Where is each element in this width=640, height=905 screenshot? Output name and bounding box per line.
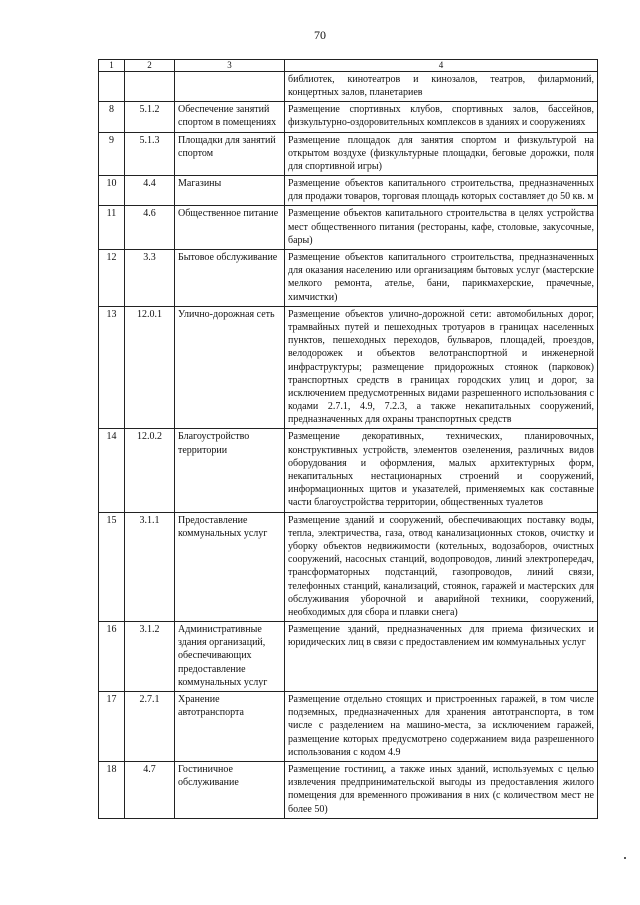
scan-speck bbox=[624, 857, 626, 859]
table-row bbox=[99, 306, 598, 429]
use-name: Предоставление коммунальных услуг bbox=[175, 512, 285, 622]
use-name: Административные здания организаций, обеспечивающих предоставление коммунальных услуг bbox=[175, 622, 285, 692]
table-row bbox=[99, 71, 598, 101]
table-row bbox=[99, 102, 598, 132]
use-description: Размещение объектов улично-дорожной сети: автомобильных дорог, трамвайных путей и пешеходных тротуаров в границах населенных пунктов, пешеходных переходов, бульваров, площадей, проездов, велодорожек и объектов велотранспортной и инженерной инфраструктуры; размещение придорожных стоянок (парковок) транспортных средств в границах городских улиц и дорог, за исключением предусмотренных видами разрешенного использования с кодами 2.7.1, 4.9, 7.2.3, а также некапитальных сооружений, предназначенных для охраны транспортных средств bbox=[285, 306, 598, 429]
table-row bbox=[99, 761, 598, 818]
use-code: 3.1.2 bbox=[125, 622, 175, 692]
row-number: 11 bbox=[99, 206, 125, 250]
page-number: 70 bbox=[314, 28, 326, 42]
row-number: 13 bbox=[99, 306, 125, 429]
use-name: Общественное питание bbox=[175, 206, 285, 250]
use-name bbox=[175, 71, 285, 101]
table-row bbox=[99, 132, 598, 176]
use-description: Размещение объектов капитального строительства, предназначенных для продажи товаров, торговая площадь которых составляет до 50 кв. м bbox=[285, 176, 598, 206]
table-row bbox=[99, 250, 598, 307]
use-description: Размещение отдельно стоящих и пристроенных гаражей, в том числе подземных, предназначенных для хранения автотранспорта, в том числе с разделением на машино-места, за исключением гаражей, размещение которых предусмотрено содержанием вида разрешенного использования с кодом 4.9 bbox=[285, 692, 598, 762]
column-header: 3 bbox=[175, 60, 285, 72]
table-row bbox=[99, 622, 598, 692]
table-row bbox=[99, 512, 598, 622]
row-number: 18 bbox=[99, 761, 125, 818]
use-description: Размещение декоративных, технических, планировочных, конструктивных устройств, элементов озеленения, различных видов оборудования и оформления, малых архитектурных форм, некапитальных нестационарных строений и сооружений, информационных щитов и указателей, применяемых как составные части благоустройства территории, общественных туалетов bbox=[285, 429, 598, 512]
row-number: 14 bbox=[99, 429, 125, 512]
row-number: 16 bbox=[99, 622, 125, 692]
use-name: Обеспечение занятий спортом в помещениях bbox=[175, 102, 285, 132]
use-code: 4.6 bbox=[125, 206, 175, 250]
table-row bbox=[99, 176, 598, 206]
use-name: Улично-дорожная сеть bbox=[175, 306, 285, 429]
use-name: Площадки для занятий спортом bbox=[175, 132, 285, 176]
use-code: 3.1.1 bbox=[125, 512, 175, 622]
use-code: 12.0.1 bbox=[125, 306, 175, 429]
row-number: 9 bbox=[99, 132, 125, 176]
row-number: 8 bbox=[99, 102, 125, 132]
use-description: Размещение гостиниц, а также иных зданий, используемых с целью извлечения предпринимательской выгоды из предоставления жилого помещения для временного проживания в них (с количеством мест не более 50) bbox=[285, 761, 598, 818]
use-name: Бытовое обслуживание bbox=[175, 250, 285, 307]
row-number: 17 bbox=[99, 692, 125, 762]
land-use-table bbox=[98, 59, 598, 819]
use-name: Магазины bbox=[175, 176, 285, 206]
use-code: 5.1.2 bbox=[125, 102, 175, 132]
use-description: Размещение спортивных клубов, спортивных залов, бассейнов, физкультурно-оздоровительных комплексов в зданиях и сооружениях bbox=[285, 102, 598, 132]
use-name: Хранение автотранспорта bbox=[175, 692, 285, 762]
column-header: 4 bbox=[285, 60, 598, 72]
table-row bbox=[99, 206, 598, 250]
use-code bbox=[125, 71, 175, 101]
use-name: Гостиничное обслуживание bbox=[175, 761, 285, 818]
use-code: 2.7.1 bbox=[125, 692, 175, 762]
use-code: 4.7 bbox=[125, 761, 175, 818]
table-row bbox=[99, 429, 598, 512]
row-number: 15 bbox=[99, 512, 125, 622]
use-description: библиотек, кинотеатров и кинозалов, театров, филармоний, концертных залов, планетариев bbox=[285, 71, 598, 101]
use-code: 3.3 bbox=[125, 250, 175, 307]
use-description: Размещение площадок для занятия спортом и физкультурой на открытом воздухе (физкультурные площадки, беговые дорожки, поля для спортивной игры) bbox=[285, 132, 598, 176]
use-code: 4.4 bbox=[125, 176, 175, 206]
column-header: 2 bbox=[125, 60, 175, 72]
row-number bbox=[99, 71, 125, 101]
table-row bbox=[99, 692, 598, 762]
use-code: 12.0.2 bbox=[125, 429, 175, 512]
use-description: Размещение объектов капитального строительства, предназначенных для оказания населению или организациям бытовых услуг (мастерские мелкого ремонта, ателье, бани, парикмахерские, прачечные, химчистки) bbox=[285, 250, 598, 307]
use-description: Размещение зданий, предназначенных для приема физических и юридических лиц в связи с предоставлением им коммунальных услуг bbox=[285, 622, 598, 692]
row-number: 12 bbox=[99, 250, 125, 307]
table-header-row bbox=[99, 60, 598, 72]
use-code: 5.1.3 bbox=[125, 132, 175, 176]
use-name: Благоустройство территории bbox=[175, 429, 285, 512]
use-description: Размещение зданий и сооружений, обеспечивающих поставку воды, тепла, электричества, газа, отвод канализационных стоков, очистку и уборку объектов недвижимости (котельных, водозаборов, очистных сооружений, насосных станций, водопроводов, линий электропередач, трансформаторных подстанций, газопроводов, линий связи, телефонных станций, канализаций, стоянок, гаражей и мастерских для обслуживания уборочной и аварийной техники, сооружений, необходимых для сбора и плавки снега) bbox=[285, 512, 598, 622]
row-number: 10 bbox=[99, 176, 125, 206]
use-description: Размещение объектов капитального строительства в целях устройства мест общественного питания (рестораны, кафе, столовые, закусочные, бары) bbox=[285, 206, 598, 250]
column-header: 1 bbox=[99, 60, 125, 72]
